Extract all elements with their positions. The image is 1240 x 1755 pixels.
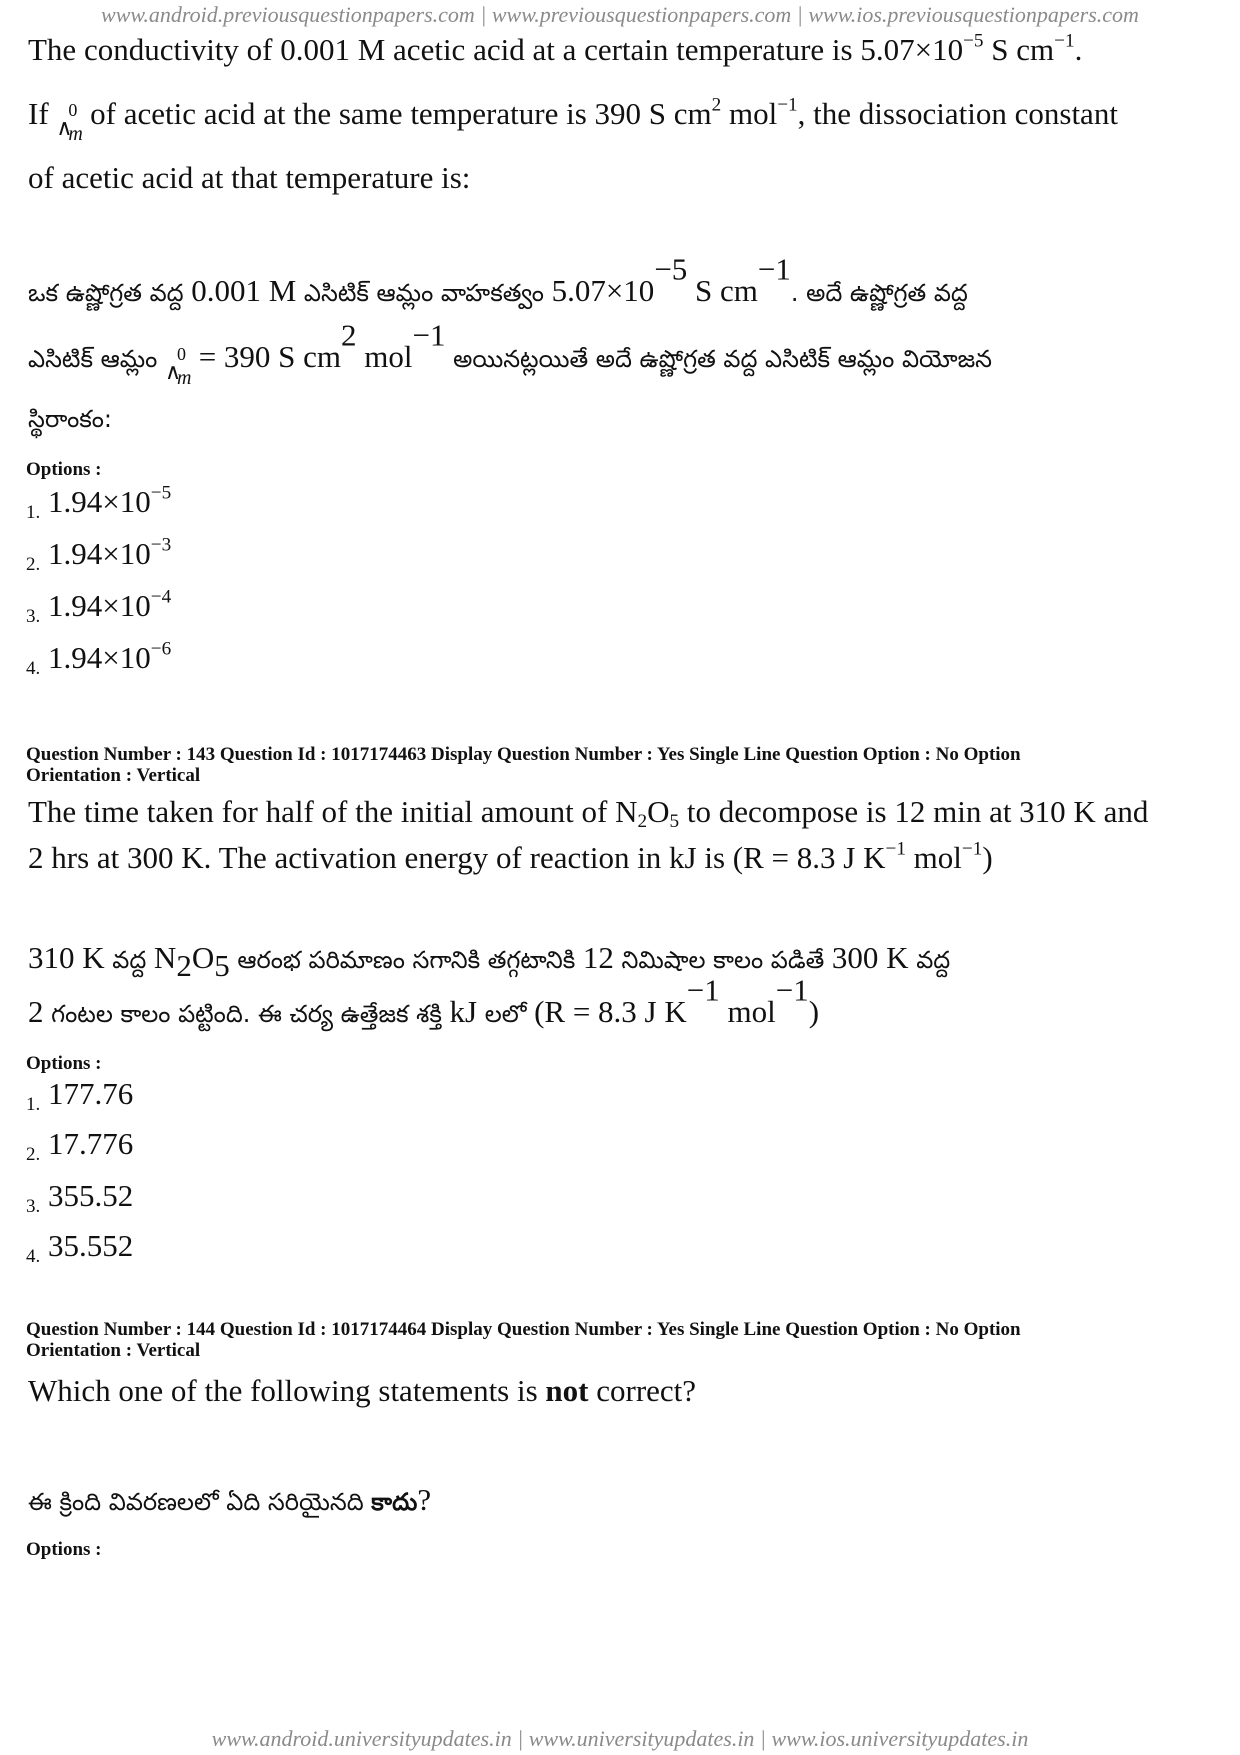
q143-option-4[interactable]: 4. 35.552 xyxy=(26,1228,134,1267)
q143-telugu-line-1: 310 K వద్ద $N_2O_5$ ఆరంభ పరిమాణం సగానికి తగ్గటానికి 12 నిమిషాల కాలం పడితే 300 K వద్ద xyxy=(28,940,951,983)
q143-english-line-1: The time taken for half of the initial amount of $N_2O_5$ to decompose is 12 min at 310 K and xyxy=(28,794,1149,832)
q142-english-line-3: of acetic acid at that temperature is: xyxy=(28,160,471,195)
q143-option-1[interactable]: 1. 177.76 xyxy=(26,1076,134,1115)
q142-option-1[interactable]: 1. $1.94\times 10^{-5}$ xyxy=(26,482,172,523)
q142-option-3[interactable]: 3. $1.94\times 10^{-4}$ xyxy=(26,586,172,627)
q143-option-3[interactable]: 3. 355.52 xyxy=(26,1178,134,1217)
q144-telugu-question: ఈ క్రింది వివరణలలో ఏది సరియైనది కాదు? xyxy=(28,1482,432,1517)
lambda-symbol-telugu: ∧ 0 m xyxy=(164,344,192,389)
q143-english-line-2: 2 hrs at 300 K. The activation energy of reaction in kJ is (R = 8.3 J $K^{-1}$ mol$^{-1}$) xyxy=(28,838,993,875)
q142-english-line-1: The conductivity of 0.001 M acetic acid at a certain temperature is $5.07\times 10^{-5}$ S $cm^{-1}$. xyxy=(28,30,1083,67)
q142-option-4[interactable]: 4. $1.94\times 10^{-6}$ xyxy=(26,638,172,679)
q142-english-line-2: If ∧ 0 m of acetic acid at the same temperature is 390 S $cm^2$ mol$^{-1}$, the dissociation constant xyxy=(28,94,1118,145)
q144-english-question: Which one of the following statements is not correct? xyxy=(28,1373,697,1408)
watermark-bottom: www.android.universityupdates.in | www.universityupdates.in | www.ios.universityupdates.in xyxy=(211,1726,1029,1751)
q143-telugu-line-2: 2 గంటల కాలం పట్టింది. ఈ చర్య ఉత్తేజక శక్తి kJ లలో (R = 8.3 J $K^{-1}$ mol$^{-1}$) xyxy=(28,972,820,1029)
q144-meta-line-2: Orientation : Vertical xyxy=(26,1340,201,1361)
q142-options-label: Options : xyxy=(26,459,102,480)
watermark-top: www.android.previousquestionpapers.com | www.previousquestionpapers.com | www.ios.previousquestionpapers.com xyxy=(101,2,1139,27)
q142-option-2[interactable]: 2. $1.94\times 10^{-3}$ xyxy=(26,534,172,575)
lambda-symbol: ∧ 0 m xyxy=(56,100,83,145)
q144-options-label: Options : xyxy=(26,1539,102,1560)
q144-meta-line-1: Question Number : 144 Question Id : 1017174464 Display Question Number : Yes Single Line Question Option : No Option xyxy=(26,1319,1021,1340)
q142-telugu-line-1: ఒక ఉష్ణోగ్రత వద్ద 0.001 M ఎసిటిక్ ఆమ్లం వాహకత్వం $5.07\times 10^{-5}$ S $cm^{-1}$. అదే ఉష్ణోగ్రత వద్ద xyxy=(28,251,968,308)
q143-option-2[interactable]: 2. 17.776 xyxy=(26,1126,134,1165)
q143-meta-line-2: Orientation : Vertical xyxy=(26,765,201,786)
q143-meta-line-1: Question Number : 143 Question Id : 1017174463 Display Question Number : Yes Single Line Question Option : No Option xyxy=(26,744,1021,765)
q143-options-label: Options : xyxy=(26,1053,102,1074)
q142-telugu-line-3: స్థిరాంకం: xyxy=(28,405,113,433)
q142-telugu-line-2: ఎసిటిక్ ఆమ్లం ∧ 0 m = 390 S $cm^2$ mol$^{-1}$ అయినట్లయితే అదే ఉష్ణోగ్రత వద్ద ఎసిటిక్ ఆమ్లం వియోజన xyxy=(28,317,992,389)
